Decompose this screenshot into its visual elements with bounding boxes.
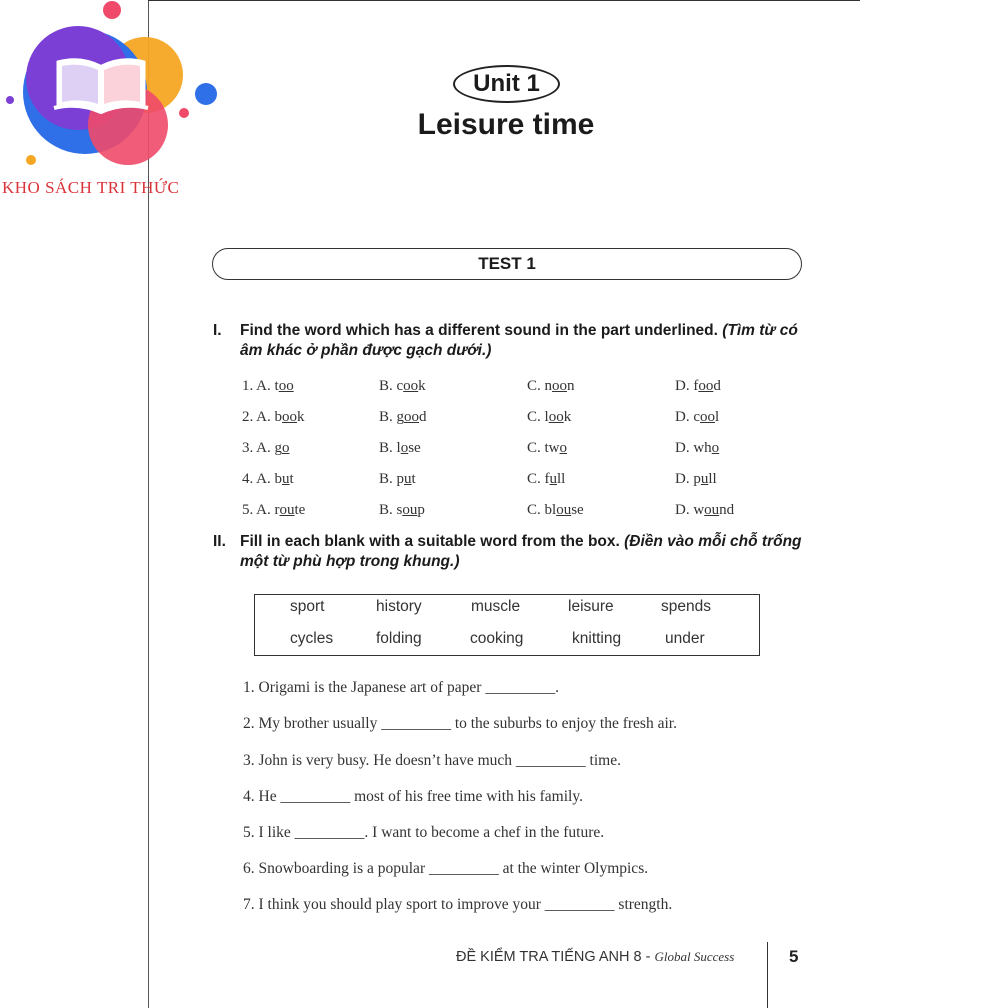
word-box-item: history <box>376 598 422 615</box>
page-number: 5 <box>789 947 799 966</box>
question-row <box>242 378 782 400</box>
answer-option <box>242 378 294 395</box>
test-label: TEST 1 <box>212 248 802 280</box>
answer-option <box>675 378 721 395</box>
underlined-sound: ou <box>704 502 720 518</box>
option-text: b <box>274 409 283 425</box>
option-text: nd <box>719 502 735 518</box>
word-box-item: cycles <box>290 630 334 647</box>
question-number: 1. A. <box>242 378 271 394</box>
section-number: II. <box>213 533 226 550</box>
word-box-item: spends <box>661 598 711 615</box>
underlined-sound: oo <box>698 378 714 394</box>
underlined-sound: o <box>711 440 720 456</box>
answer-option <box>242 409 305 426</box>
fill-sentence: 5. I like _________. I want to become a chef in the future. <box>243 824 605 841</box>
underlined-sound: oo <box>282 409 298 425</box>
option-text: b <box>274 471 283 487</box>
section-number: I. <box>213 322 222 339</box>
word-box-item: folding <box>376 630 422 647</box>
answer-option <box>242 440 290 457</box>
fill-sentence: 7. I think you should play sport to improve your _________ strength. <box>243 896 673 913</box>
instruction-en: Fill in each blank with a suitable word from the box. <box>240 533 620 550</box>
word-box-item: under <box>665 630 705 647</box>
answer-option <box>379 471 416 488</box>
word-box-item: muscle <box>471 598 521 615</box>
answer-option <box>527 440 567 457</box>
unit-label: Unit 1 <box>453 65 560 103</box>
option-text: l <box>715 409 720 425</box>
footer-book-title <box>456 949 734 965</box>
page-title: Leisure time <box>417 108 595 141</box>
underlined-sound: oo <box>700 409 715 425</box>
question-row <box>242 471 782 493</box>
fill-sentence: 6. Snowboarding is a popular _________ at the winter Olympics. <box>243 860 649 877</box>
instruction-vi: (Tìm từ có âm khác ở phần được gạch dưới.) <box>240 322 798 359</box>
option-text: ll <box>708 471 717 487</box>
option-text: D. f <box>675 378 699 394</box>
section-instruction <box>240 321 808 361</box>
answer-option <box>675 471 717 488</box>
question-number: 5. A. <box>242 502 271 518</box>
option-text: D. c <box>675 409 700 425</box>
question-row <box>242 409 782 431</box>
fill-sentence: 4. He _________ most of his free time with his family. <box>243 788 583 805</box>
answer-option <box>242 471 294 488</box>
question-number: 4. A. <box>242 471 271 487</box>
underlined-sound: ou <box>556 502 572 518</box>
option-text: d <box>419 409 427 425</box>
answer-option <box>527 502 584 519</box>
underlined-sound: o <box>559 440 568 456</box>
answer-option <box>379 502 425 519</box>
answer-option <box>675 502 734 519</box>
option-text: B. l <box>379 440 401 456</box>
question-row <box>242 440 782 462</box>
answer-option <box>675 409 719 426</box>
fill-sentence: 3. John is very busy. He doesn’t have much _________ time. <box>243 752 621 769</box>
underlined-sound: oo <box>404 409 420 425</box>
option-text: ll <box>557 471 566 487</box>
option-text: t <box>411 471 416 487</box>
answer-option <box>379 409 427 426</box>
word-box-item: leisure <box>568 598 614 615</box>
option-text: C. bl <box>527 502 557 518</box>
underlined-sound: o <box>282 440 290 456</box>
question-row <box>242 502 782 524</box>
underlined-sound: oo <box>403 378 419 394</box>
answer-option <box>527 409 571 426</box>
option-text: g <box>274 440 283 456</box>
option-text: se <box>571 502 584 518</box>
option-text: k <box>297 409 305 425</box>
instruction-vi: (Điền vào mỗi chỗ trống một từ phù hợp trong khung.) <box>240 533 802 570</box>
option-text: k <box>418 378 426 394</box>
answer-option <box>527 471 565 488</box>
underlined-sound: u <box>700 471 709 487</box>
option-text: B. c <box>379 378 404 394</box>
option-text: t <box>274 378 279 394</box>
answer-option <box>527 378 575 395</box>
section-instruction <box>240 532 808 572</box>
underlined-sound: o <box>400 440 409 456</box>
option-text: se <box>408 440 421 456</box>
brand-name: KHO SÁCH TRI THỨC <box>2 178 180 197</box>
underlined-sound: u <box>282 471 290 487</box>
footer-divider <box>767 942 768 1008</box>
underlined-sound: oo <box>548 409 564 425</box>
underlined-sound: u <box>549 471 557 487</box>
footer-series: Global Success <box>654 949 735 964</box>
option-text: D. wh <box>675 440 712 456</box>
option-text: B. p <box>379 471 405 487</box>
book-logo-icon <box>0 0 225 205</box>
option-text: C. f <box>527 471 550 487</box>
footer-title-text: ĐỀ KIỂM TRA TIẾNG ANH 8 - <box>456 949 655 965</box>
option-text: d <box>713 378 721 394</box>
option-text: C. tw <box>527 440 560 456</box>
answer-option <box>379 378 426 395</box>
option-text: C. n <box>527 378 553 394</box>
option-text: D. p <box>675 471 701 487</box>
answer-option <box>242 502 305 519</box>
option-text: D. w <box>675 502 705 518</box>
underlined-sound: ou <box>279 502 295 518</box>
word-box-item: sport <box>290 598 325 615</box>
answer-option <box>379 440 421 457</box>
instruction-en: Find the word which has a different sound in the part underlined. <box>240 322 718 339</box>
word-box-item: cooking <box>470 630 524 647</box>
page-top-border <box>148 0 860 1</box>
word-box <box>254 594 760 656</box>
option-text: p <box>417 502 425 518</box>
underlined-sound: oo <box>552 378 568 394</box>
fill-sentence: 2. My brother usually _________ to the suburbs to enjoy the fresh air. <box>243 715 677 732</box>
option-text: r <box>274 502 280 518</box>
fill-sentence: 1. Origami is the Japanese art of paper _________. <box>243 679 559 696</box>
underlined-sound: u <box>404 471 412 487</box>
answer-option <box>675 440 719 457</box>
underlined-sound: oo <box>278 378 294 394</box>
option-text: t <box>289 471 294 487</box>
option-text: B. g <box>379 409 405 425</box>
question-number: 3. A. <box>242 440 271 456</box>
word-box-item: knitting <box>572 630 622 647</box>
underlined-sound: ou <box>402 502 418 518</box>
option-text: B. s <box>379 502 403 518</box>
option-text: te <box>294 502 306 518</box>
option-text: C. l <box>527 409 549 425</box>
option-text: k <box>563 409 572 425</box>
option-text: n <box>567 378 575 394</box>
question-number: 2. A. <box>242 409 271 425</box>
